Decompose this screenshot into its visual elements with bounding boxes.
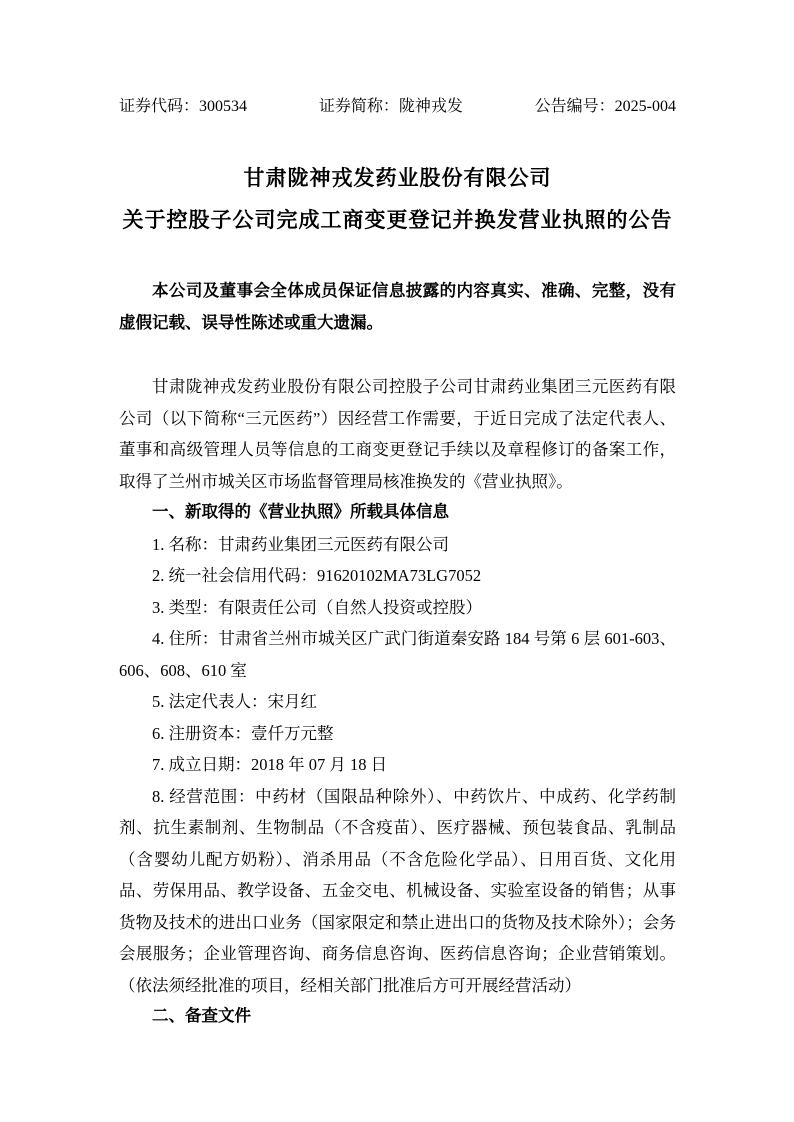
license-item-registered-capital: 6. 注册资本：壹仟万元整 bbox=[152, 723, 334, 743]
announcement-title: 关于控股子公司完成工商变更登记并换发营业执照的公告 bbox=[122, 209, 673, 232]
company-name-title: 甘肃陇神戎发药业股份有限公司 bbox=[243, 167, 552, 190]
license-item-name: 1. 名称：甘肃药业集团三元医药有限公司 bbox=[152, 534, 449, 554]
disclaimer-paragraph: 本公司及董事会全体成员保证信息披露的内容真实、准确、完整，没有虚假记载、误导性陈述或重大遗漏。 bbox=[119, 282, 676, 332]
section1-heading: 一、新取得的《营业执照》所载具体信息 bbox=[152, 503, 449, 521]
document-body bbox=[119, 276, 676, 1033]
section2-heading: 二、备查文件 bbox=[152, 1007, 251, 1025]
document-header bbox=[119, 96, 676, 118]
stock-abbr-text: 证券简称：陇神戎发 bbox=[318, 98, 463, 115]
license-item-business-scope: 8. 经营范围：中药材（国限品种除外）、中药饮片、中成药、化学药制剂、抗生素制剂、生物制品（不含疫苗）、医疗器械、预包装食品、乳制品（含婴幼儿配方奶粉）、消杀用品（不含危险化学品）、日用百货、文化用品、劳保用品、教学设备、五金交电、机械设备、实验室设备的销售；从事货物及技术的进出口业务（国家限定和禁止进出口的货物及技术除外）；会务会展服务；企业管理咨询、商务信息咨询、医药信息咨询；企业营销策划。（依法须经批准的项目，经相关部门批准后方可开展经营活动） bbox=[119, 786, 676, 995]
announcement-number-text: 公告编号：2025-004 bbox=[534, 98, 676, 115]
license-item-establishment-date: 7. 成立日期：2018 年 07 月 18 日 bbox=[152, 755, 388, 774]
license-item-credit-code: 2. 统一社会信用代码：91620102MA73LG7052 bbox=[152, 566, 482, 585]
intro-paragraph: 甘肃陇神戎发药业股份有限公司控股子公司甘肃药业集团三元医药有限公司（以下简称“三元医药”）因经营工作需要，于近日完成了法定代表人、董事和高级管理人员等信息的工商变更登记手续以及章程修订的备案工作，取得了兰州市城关区市场监督管理局核准换发的《营业执照》。 bbox=[119, 377, 676, 491]
license-item-type: 3. 类型：有限责任公司（自然人投资或控股） bbox=[152, 597, 482, 617]
license-item-legal-representative: 5. 法定代表人：宋月红 bbox=[152, 692, 317, 711]
license-item-address: 4. 住所：甘肃省兰州市城关区广武门街道秦安路 184 号第 6 层 601-603、606、608、610 室 bbox=[119, 629, 676, 680]
stock-code-text: 证券代码：300534 bbox=[119, 98, 248, 115]
title-block bbox=[119, 158, 676, 242]
